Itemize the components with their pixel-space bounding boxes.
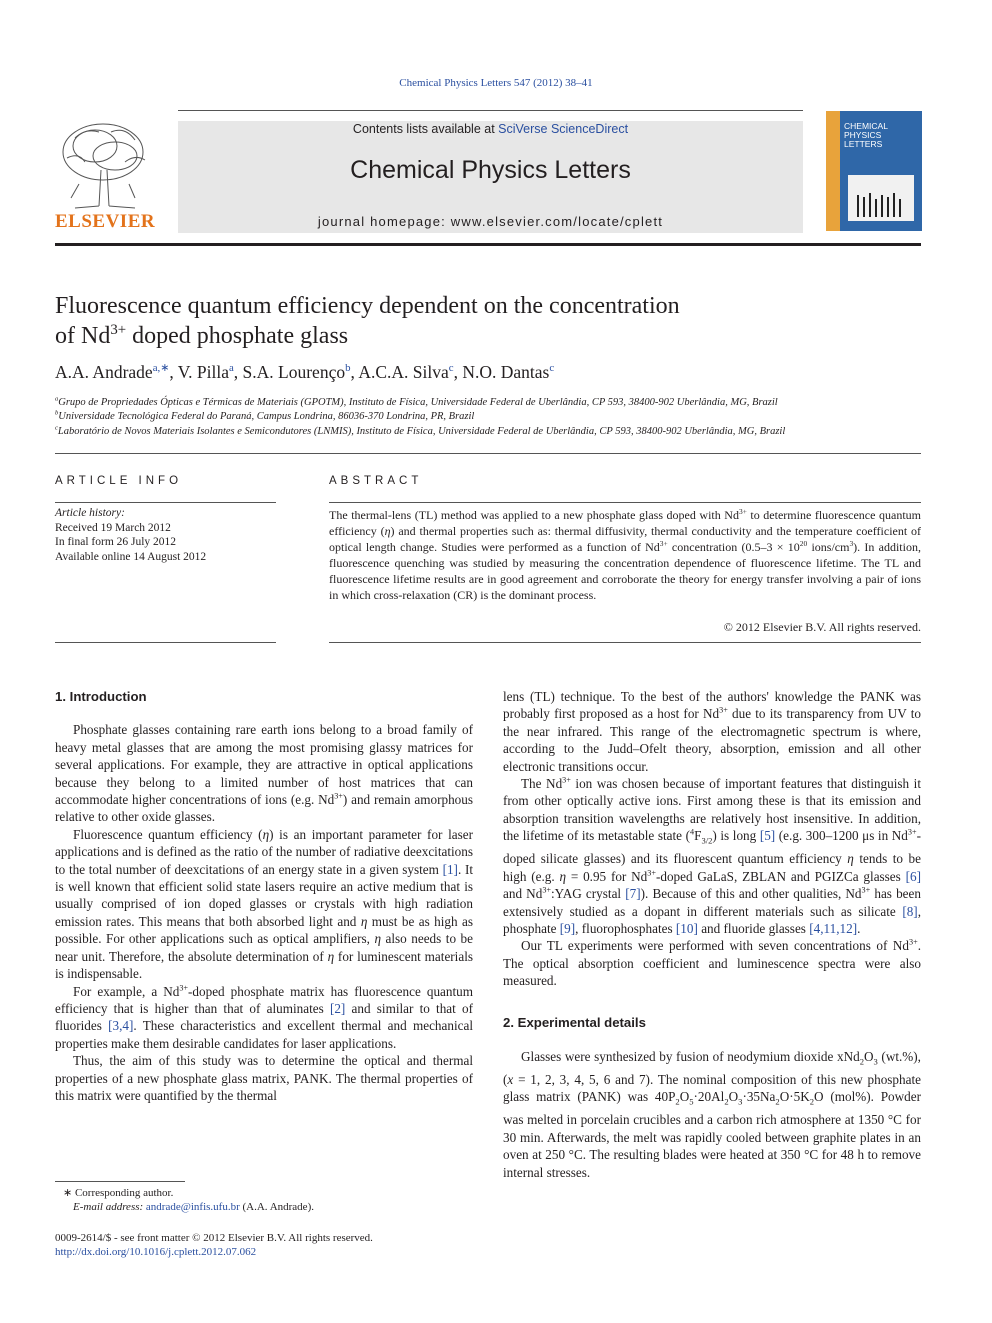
affiliation-mark[interactable]: c (549, 362, 555, 375)
history-revised: In final form 26 July 2012 (55, 536, 177, 548)
paragraph: Thus, the aim of this study was to determine the optical and thermal properties of a new phosphate glass matrix, PANK. The thermal properties of this matrix were quantified by the thermal (55, 1053, 473, 1103)
elsevier-wordmark: ELSEVIER (55, 211, 156, 232)
paragraph: Phosphate glasses containing rare earth ions belong to a broad family of heavy metal glasses that are among the most promising glassy matrices for several applications. For example, they are attractive in optical applications because they belong to a limited number of host matrices that can accommodate higher concentrations of ions (e.g. $Nd^{3+}$) and remain amorphous relative to other oxide glasses. (55, 722, 473, 825)
affiliation-letter: b (55, 409, 59, 417)
author-separator: , (453, 362, 463, 382)
affiliation-mark[interactable]: b (345, 362, 351, 375)
bottom-meta (55, 1231, 373, 1259)
article-info-rule-top (55, 502, 276, 503)
reference-link[interactable]: [7] (625, 886, 641, 902)
title-text: of Nd (55, 323, 111, 349)
author-name: S.A. Lourenço (242, 362, 346, 382)
paragraph: Glasses were synthesized by fusion of neodymium dioxide $xNd_2O_3$ (wt.%), (x = 1, 2, 3, 4, 5, 6 and 7). The nominal composition of this new phosphate glass matrix (PANK) was $40P_2O_5\cdot 20Al_2O_3\cdot 35Na_2O\cdot 5K_2O$ (mol%). Powder was melted in porcelain crucibles and a carbon rich atmosphere at 1350 °C for 30 min. Afterwards, the melt was rapidly cooled between graphite plates in an oven at 250 °C. The resulting blades were heated at 350 °C for 48 h to remove internal stresses. (503, 1048, 921, 1180)
footnote-mark: ∗ (63, 1187, 73, 1199)
author (462, 362, 554, 382)
footnote-line (55, 1186, 473, 1200)
author-name: V. Pilla (177, 362, 229, 382)
cover-image (848, 175, 914, 221)
paragraph-continued: lens (TL) technique. To the best of the authors' knowledge the PANK was probably first proposed as a host for $Nd^{3+}$ due to its transparency from UV to the near infrared. This range of the electromagnetic spectrum is where, according to the Judd–Ofelt theory, absorption, emission and all other electronic transitions occur. (503, 689, 921, 774)
sciencedirect-link[interactable]: SciVerse ScienceDirect (498, 122, 629, 136)
body-column-right (503, 688, 921, 1181)
affiliation-mark[interactable]: a (228, 362, 234, 375)
author (178, 362, 243, 382)
article-info-heading: ARTICLE INFO (55, 475, 183, 487)
section-heading-experimental: 2. Experimental details (503, 1014, 646, 1030)
affiliation-a (55, 396, 935, 410)
affiliation-text: Universidade Tecnológica Federal do Paraná, Campus Londrina, 86036-370 Londrina, PR, Brazil (58, 411, 475, 422)
reference-link[interactable]: [5] (759, 828, 776, 844)
affiliation-rule (55, 453, 921, 454)
author (358, 362, 462, 382)
journal-name: Chemical Physics Letters (350, 156, 631, 184)
email-label: E-mail address: (73, 1201, 146, 1213)
journal-citation[interactable]: Chemical Physics Letters 547 (2012) 38–41 (399, 77, 593, 89)
affiliation-mark[interactable]: c (448, 362, 454, 375)
abstract-text: The thermal-lens (TL) method was applied to a new phosphate glass doped with $Nd^{3+}$ to determine fluorescence quantum efficiency (η) and thermal properties such as: thermal diffusivity, thermal conductivity and the temperature coefficient of optical length change. Studies were performed as a function of $Nd^{3+}$ concentration ($0.5-3 \times 10^{20}$ ions/$cm^3$). In addition, fluorescence quenching was studied by measuring the concentration dependence of fluorescence lifetime. The TL and fluorescence lifetime results are in good agreement and corroborate the theory for energy transfer involving a pair of ions in which cross-relaxation (CR) is the dominant process. (329, 507, 922, 602)
email-suffix: (A.A. Andrade). (239, 1201, 314, 1213)
title-text: doped phosphate glass (126, 323, 349, 349)
history-received: Received 19 March 2012 (55, 521, 171, 534)
affiliation-b (55, 410, 935, 424)
affiliation-c (55, 425, 935, 439)
reference-link[interactable]: [2] (329, 1000, 346, 1016)
article-history (55, 506, 206, 564)
history-label: Article history: (55, 507, 125, 519)
reference-link[interactable]: [8] (902, 903, 918, 919)
issn-line: 0009-2614/$ - see front matter © 2012 Elsevier B.V. All rights reserved. (55, 1232, 373, 1244)
cover-title-line: LETTERS (844, 139, 883, 149)
reference-link[interactable]: [1] (442, 861, 458, 877)
abstract-rule-top (329, 502, 921, 503)
cover-title-line: PHYSICS (844, 130, 882, 140)
email-link[interactable]: andrade@infis.ufu.br (145, 1201, 240, 1213)
affiliation-letter: a (55, 395, 59, 403)
paragraph: For example, a $Nd^{3+}$-doped phosphate matrix has fluorescence quantum efficiency that is higher than that of aluminates [2] and similar to that of fluorides [3,4]. These characteristics and excellent thermal and mechanical properties make them desirable candidates for laser applications. (55, 983, 474, 1051)
paragraph: The $Nd^{3+}$ ion was chosen because of important features that distinguish it from other optically active ions. First among these is that its emission and absorption transition wavelengths are relatively host insensitive. In addition, the lifetime of its metastable state $(^4F_{3/2})$ is long [5] (e.g. 300–1200 μs in $Nd^{3+}$-doped silicate glasses) and its fluorescent quantum efficiency η tends to be high (e.g. η = 0.95 for $Nd^{3+}$-doped GaLaS, ZBLAN and PGIZCa glasses [6] and $Nd^{3+}:YAG$ crystal [7]). Because of this and other qualities, $Nd^{3+}$ has been extensively studied as a dopant in different materials such as silicate [8], phosphate [9], fluorophosphates [10] and fluoride glasses [4,11,12]. (503, 775, 921, 936)
author-separator: , (350, 362, 359, 382)
body-column-left (55, 688, 473, 1104)
paragraph: Fluorescence quantum efficiency (η) is an important parameter for laser applications and is defined as the ratio of the number of radiative deexcitations to the total number of deexcitations of an energy state in a given system [1]. It is well known that efficient solid state lasers require an active medium that is usually comprised of ion doped glasses or crystals with high radiation emission rates. This means that both absorbed light and η must be as high as possible. For other applications such as optical amplifiers, η also needs to be near unit. Therefore, the absolute determination of η for luminescent materials is indispensable. (55, 826, 473, 982)
footnote-email-line (55, 1200, 473, 1214)
abstract-rule-bottom (329, 642, 921, 643)
reference-link[interactable]: [3,4] (108, 1018, 134, 1034)
title-superscript: 3+ (110, 322, 127, 338)
author (243, 362, 359, 382)
contents-prefix: Contents lists available at (352, 122, 499, 136)
author-name: A.C.A. Silva (358, 362, 449, 382)
reference-link[interactable]: [4,11,12] (809, 920, 858, 936)
affiliation-text: Laboratório de Novos Materiais Isolantes e Semicondutores (LNMIS), Instituto de Física, Universidade Federal de Uberlândia, CP 593, 38400-902 Uberlândia, MG, Brazil (57, 426, 786, 437)
history-online: Available online 14 August 2012 (55, 550, 207, 563)
header-rule-top (178, 110, 803, 111)
author (55, 362, 178, 382)
author-name: N.O. Dantas (462, 362, 550, 382)
journal-homepage[interactable]: journal homepage: www.elsevier.com/locate/cplett (317, 214, 664, 229)
article-title (55, 291, 905, 351)
reference-link[interactable]: [9] (559, 920, 576, 936)
title-line-2 (55, 321, 905, 351)
title-line-1: Fluorescence quantum efficiency dependent on the concentration (55, 293, 680, 319)
journal-cover-thumbnail (826, 111, 922, 231)
cover-title (844, 122, 888, 149)
reference-link[interactable]: [10] (675, 920, 698, 936)
author-separator: , (233, 362, 243, 382)
abstract-heading: ABSTRACT (329, 475, 423, 487)
affiliation-text: Grupo de Propriedades Ópticas e Térmicas de Materiais (GPOTM), Instituto de Física, Universidade Federal de Uberlândia, CP 593, 38400-902 Uberlândia, MG, Brazil (58, 397, 778, 408)
affiliation-letter: c (55, 424, 58, 432)
section-heading-introduction: 1. Introduction (55, 689, 147, 704)
header-rule-bottom (55, 243, 921, 246)
affiliation-mark[interactable]: a,∗ (152, 362, 170, 375)
cover-title-line: CHEMICAL (844, 121, 888, 131)
author-list (55, 362, 925, 383)
author-separator: , (169, 362, 178, 382)
corresponding-author-footnote (55, 1186, 473, 1214)
footnote-text: Corresponding author. (72, 1187, 174, 1199)
reference-link[interactable]: [6] (905, 868, 921, 884)
abstract-copyright: © 2012 Elsevier B.V. All rights reserved. (723, 620, 921, 634)
article-info-rule-bottom (55, 642, 276, 643)
author-name: A.A. Andrade (55, 362, 153, 382)
footnote-rule (55, 1181, 185, 1182)
paragraph: Our TL experiments were performed with seven concentrations of $Nd^{3+}$. The optical absorption coefficient and luminescence spectra were also measured. (503, 937, 921, 989)
contents-line (178, 122, 803, 136)
cover-side-strip (826, 111, 840, 231)
doi-link[interactable]: http://dx.doi.org/10.1016/j.cplett.2012.07.062 (55, 1246, 257, 1258)
